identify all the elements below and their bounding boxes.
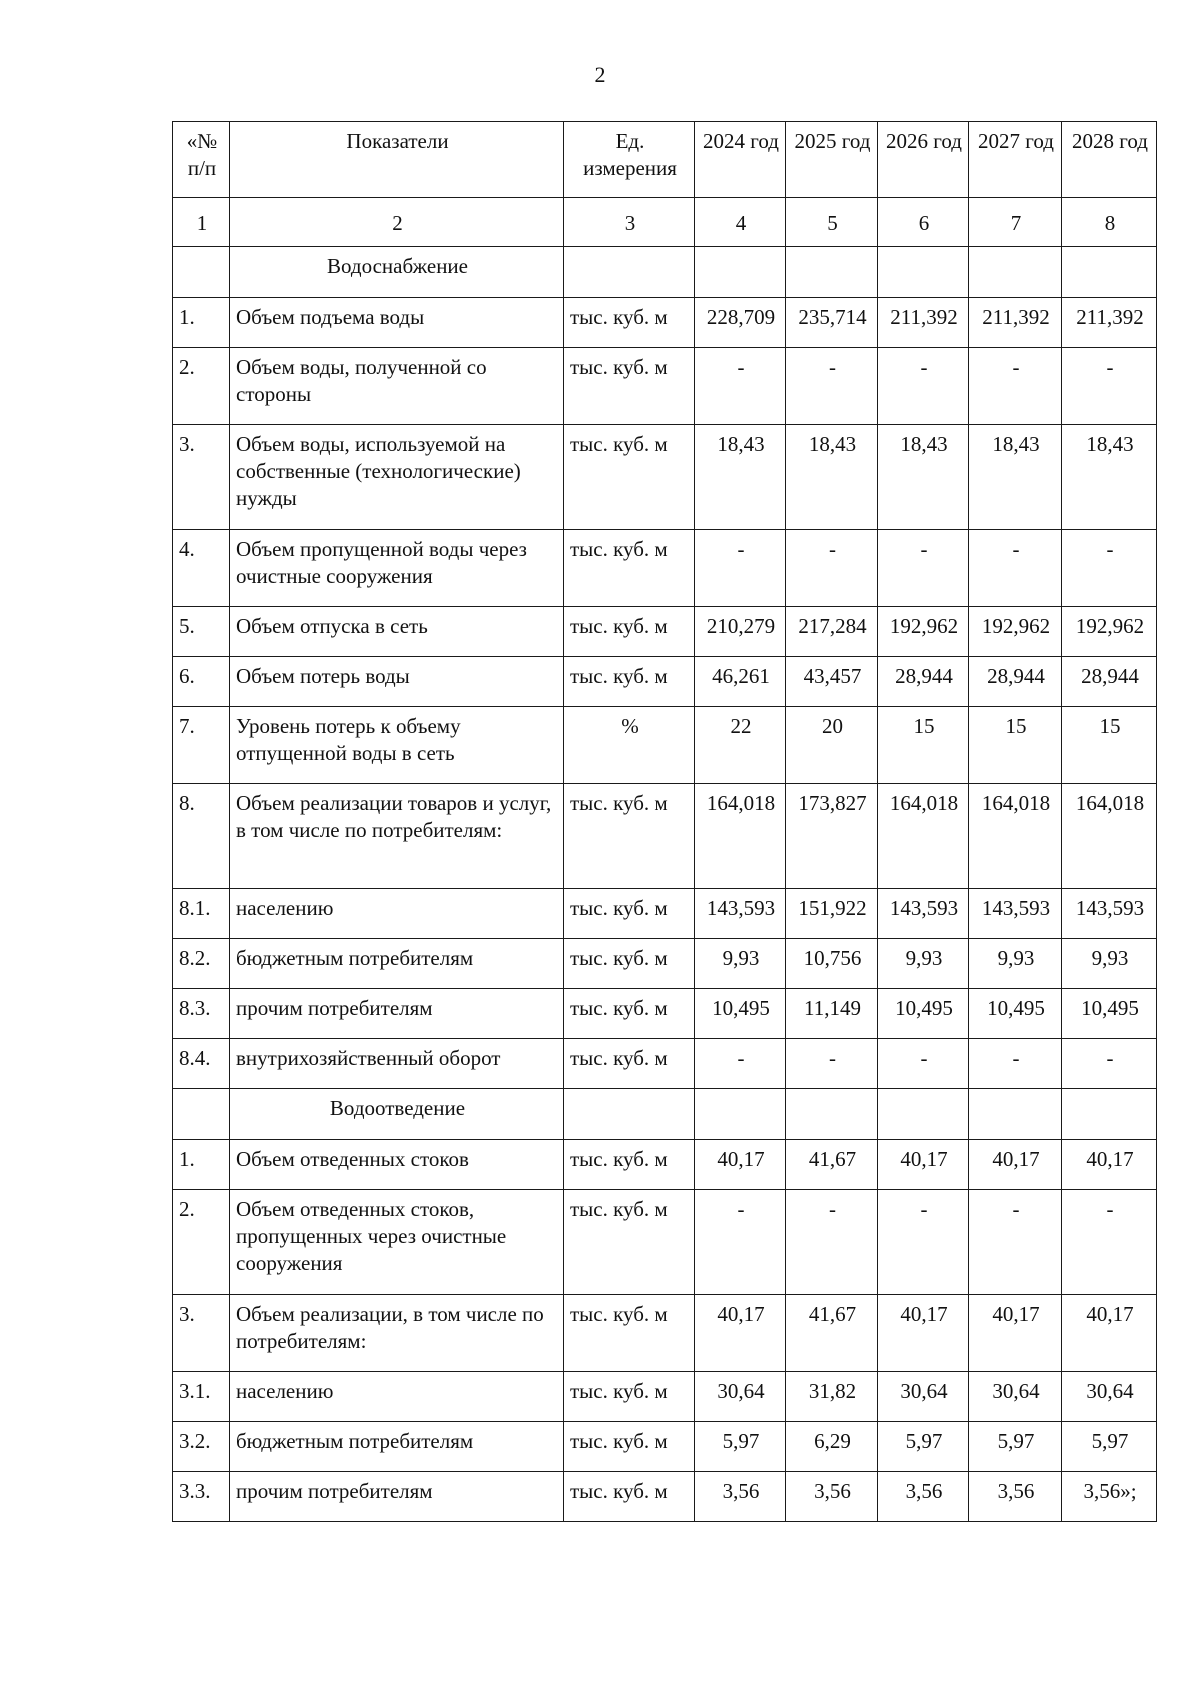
header-num: «№ п/п [173, 122, 230, 198]
row-number: 8.4. [173, 1039, 230, 1089]
section-empty-cell [1062, 1089, 1157, 1140]
row-number: 2. [173, 348, 230, 425]
value-cell: 3,56 [969, 1472, 1062, 1522]
value-cell: 3,56 [878, 1472, 969, 1522]
value-cell: 5,97 [695, 1422, 786, 1472]
value-cell: 9,93 [969, 939, 1062, 989]
value-cell: 31,82 [786, 1372, 878, 1422]
value-cell: - [695, 530, 786, 607]
value-cell: 30,64 [695, 1372, 786, 1422]
unit-cell: тыс. куб. м [564, 1295, 695, 1372]
value-cell: 40,17 [695, 1140, 786, 1190]
value-cell: 3,56»; [1062, 1472, 1157, 1522]
column-index-row [173, 198, 1157, 247]
section-empty-cell [878, 247, 969, 298]
value-cell: 40,17 [695, 1295, 786, 1372]
value-cell: 143,593 [969, 889, 1062, 939]
unit-cell: тыс. куб. м [564, 348, 695, 425]
value-cell: 6,29 [786, 1422, 878, 1472]
value-cell: 18,43 [695, 425, 786, 530]
value-cell: 5,97 [969, 1422, 1062, 1472]
unit-cell: тыс. куб. м [564, 657, 695, 707]
section-empty-cell [564, 247, 695, 298]
row-number: 3.2. [173, 1422, 230, 1472]
value-cell: 30,64 [969, 1372, 1062, 1422]
value-cell: - [878, 530, 969, 607]
indicator-name: Уровень потерь к объему отпущенной воды в сеть [230, 707, 564, 784]
value-cell: 46,261 [695, 657, 786, 707]
table-row [173, 939, 1157, 989]
header-year: 2028 год [1062, 122, 1157, 198]
value-cell: - [878, 1039, 969, 1089]
unit-cell: тыс. куб. м [564, 989, 695, 1039]
header-year: 2026 год [878, 122, 969, 198]
table-row [173, 1039, 1157, 1089]
row-number: 4. [173, 530, 230, 607]
indicator-name: населению [230, 889, 564, 939]
value-cell: 210,279 [695, 607, 786, 657]
section-row [173, 1089, 1157, 1140]
value-cell: 15 [1062, 707, 1157, 784]
value-cell: 30,64 [1062, 1372, 1157, 1422]
table-row [173, 889, 1157, 939]
value-cell: 40,17 [1062, 1140, 1157, 1190]
header-indicator: Показатели [230, 122, 564, 198]
unit-cell: тыс. куб. м [564, 1039, 695, 1089]
column-index: 7 [969, 198, 1062, 247]
unit-cell: тыс. куб. м [564, 298, 695, 348]
value-cell: 15 [969, 707, 1062, 784]
value-cell: 10,756 [786, 939, 878, 989]
value-cell: 5,97 [878, 1422, 969, 1472]
row-number: 1. [173, 298, 230, 348]
section-empty-cell [786, 1089, 878, 1140]
table-row [173, 1472, 1157, 1522]
row-number: 8.1. [173, 889, 230, 939]
indicator-name: Объем пропущенной воды через очистные сооружения [230, 530, 564, 607]
value-cell: 20 [786, 707, 878, 784]
value-cell: 40,17 [878, 1295, 969, 1372]
indicator-name: Объем подъема воды [230, 298, 564, 348]
value-cell: 143,593 [1062, 889, 1157, 939]
row-number: 3. [173, 1295, 230, 1372]
section-empty-cell [173, 247, 230, 298]
unit-cell: тыс. куб. м [564, 425, 695, 530]
value-cell: 30,64 [878, 1372, 969, 1422]
section-empty-cell [786, 247, 878, 298]
value-cell: - [878, 348, 969, 425]
indicators-table [172, 121, 1157, 1522]
table-row [173, 1140, 1157, 1190]
value-cell: 40,17 [878, 1140, 969, 1190]
unit-cell: тыс. куб. м [564, 530, 695, 607]
unit-cell: тыс. куб. м [564, 889, 695, 939]
value-cell: 41,67 [786, 1140, 878, 1190]
unit-cell: тыс. куб. м [564, 784, 695, 889]
indicator-name: бюджетным потребителям [230, 1422, 564, 1472]
value-cell: 28,944 [1062, 657, 1157, 707]
value-cell: 9,93 [878, 939, 969, 989]
value-cell: 43,457 [786, 657, 878, 707]
table-row [173, 348, 1157, 425]
row-number: 3.1. [173, 1372, 230, 1422]
value-cell: 173,827 [786, 784, 878, 889]
value-cell: 211,392 [878, 298, 969, 348]
indicator-name: Объем потерь воды [230, 657, 564, 707]
value-cell: - [969, 530, 1062, 607]
indicator-name: прочим потребителям [230, 989, 564, 1039]
section-empty-cell [695, 1089, 786, 1140]
value-cell: 151,922 [786, 889, 878, 939]
value-cell: 235,714 [786, 298, 878, 348]
row-number: 8.2. [173, 939, 230, 989]
value-cell: - [695, 1039, 786, 1089]
value-cell: - [695, 348, 786, 425]
column-index: 5 [786, 198, 878, 247]
header-row [173, 122, 1157, 198]
column-index: 1 [173, 198, 230, 247]
section-empty-cell [969, 247, 1062, 298]
value-cell: 3,56 [695, 1472, 786, 1522]
value-cell: 9,93 [695, 939, 786, 989]
table-row [173, 425, 1157, 530]
value-cell: 28,944 [878, 657, 969, 707]
table-row [173, 1372, 1157, 1422]
section-empty-cell [969, 1089, 1062, 1140]
unit-cell: тыс. куб. м [564, 1140, 695, 1190]
row-number: 2. [173, 1190, 230, 1295]
unit-cell: тыс. куб. м [564, 1372, 695, 1422]
value-cell: 228,709 [695, 298, 786, 348]
value-cell: 217,284 [786, 607, 878, 657]
indicator-name: Объем отпуска в сеть [230, 607, 564, 657]
value-cell: 5,97 [1062, 1422, 1157, 1472]
indicator-name: бюджетным потребителям [230, 939, 564, 989]
value-cell: - [969, 1039, 1062, 1089]
value-cell: 164,018 [878, 784, 969, 889]
page-number: 2 [594, 62, 606, 87]
indicator-name: Объем отведенных стоков [230, 1140, 564, 1190]
table-row [173, 530, 1157, 607]
value-cell: 9,93 [1062, 939, 1157, 989]
indicator-name: населению [230, 1372, 564, 1422]
section-empty-cell [695, 247, 786, 298]
table-body [173, 122, 1157, 1522]
section-empty-cell [173, 1089, 230, 1140]
table-row [173, 1422, 1157, 1472]
value-cell: - [1062, 1190, 1157, 1295]
header-year: 2025 год [786, 122, 878, 198]
section-empty-cell [878, 1089, 969, 1140]
indicator-name: Объем воды, полученной со стороны [230, 348, 564, 425]
value-cell: - [786, 530, 878, 607]
value-cell: 40,17 [1062, 1295, 1157, 1372]
value-cell: 164,018 [695, 784, 786, 889]
value-cell: 164,018 [969, 784, 1062, 889]
value-cell: 18,43 [878, 425, 969, 530]
value-cell: 10,495 [1062, 989, 1157, 1039]
value-cell: 211,392 [969, 298, 1062, 348]
value-cell: 41,67 [786, 1295, 878, 1372]
table-row [173, 607, 1157, 657]
column-index: 3 [564, 198, 695, 247]
value-cell: 40,17 [969, 1140, 1062, 1190]
value-cell: 143,593 [878, 889, 969, 939]
indicator-name: Объем отведенных стоков, пропущенных через очистные сооружения [230, 1190, 564, 1295]
value-cell: 3,56 [786, 1472, 878, 1522]
value-cell: 143,593 [695, 889, 786, 939]
header-unit: Ед. измерения [564, 122, 695, 198]
table-row [173, 1295, 1157, 1372]
section-title: Водоотведение [230, 1089, 564, 1140]
unit-cell: тыс. куб. м [564, 607, 695, 657]
value-cell: - [786, 348, 878, 425]
value-cell: - [695, 1190, 786, 1295]
indicator-name: Объем реализации, в том числе по потребителям: [230, 1295, 564, 1372]
table-row [173, 707, 1157, 784]
value-cell: 164,018 [1062, 784, 1157, 889]
unit-cell: тыс. куб. м [564, 1472, 695, 1522]
value-cell: 18,43 [1062, 425, 1157, 530]
row-number: 6. [173, 657, 230, 707]
section-row [173, 247, 1157, 298]
row-number: 8. [173, 784, 230, 889]
row-number: 7. [173, 707, 230, 784]
value-cell: 22 [695, 707, 786, 784]
value-cell: 18,43 [969, 425, 1062, 530]
value-cell: 10,495 [969, 989, 1062, 1039]
value-cell: - [878, 1190, 969, 1295]
row-number: 1. [173, 1140, 230, 1190]
row-number: 8.3. [173, 989, 230, 1039]
value-cell: - [969, 1190, 1062, 1295]
value-cell: - [1062, 1039, 1157, 1089]
value-cell: 10,495 [878, 989, 969, 1039]
value-cell: 211,392 [1062, 298, 1157, 348]
value-cell: - [786, 1190, 878, 1295]
section-title: Водоснабжение [230, 247, 564, 298]
value-cell: - [786, 1039, 878, 1089]
table-row [173, 989, 1157, 1039]
value-cell: - [1062, 348, 1157, 425]
table-row [173, 1190, 1157, 1295]
table-row [173, 657, 1157, 707]
value-cell: 10,495 [695, 989, 786, 1039]
section-empty-cell [1062, 247, 1157, 298]
unit-cell: тыс. куб. м [564, 1190, 695, 1295]
column-index: 6 [878, 198, 969, 247]
table-row [173, 298, 1157, 348]
table-row [173, 784, 1157, 889]
indicator-name: Объем реализации товаров и услуг, в том числе по потребителям: [230, 784, 564, 889]
column-index: 8 [1062, 198, 1157, 247]
row-number: 3.3. [173, 1472, 230, 1522]
value-cell: 192,962 [1062, 607, 1157, 657]
header-year: 2027 год [969, 122, 1062, 198]
unit-cell: тыс. куб. м [564, 1422, 695, 1472]
value-cell: - [969, 348, 1062, 425]
value-cell: 18,43 [786, 425, 878, 530]
section-empty-cell [564, 1089, 695, 1140]
value-cell: 15 [878, 707, 969, 784]
unit-cell: % [564, 707, 695, 784]
indicator-name: внутрихозяйственный оборот [230, 1039, 564, 1089]
indicator-name: Объем воды, используемой на собственные (технологические) нужды [230, 425, 564, 530]
header-year: 2024 год [695, 122, 786, 198]
row-number: 5. [173, 607, 230, 657]
column-index: 4 [695, 198, 786, 247]
value-cell: 192,962 [969, 607, 1062, 657]
row-number: 3. [173, 425, 230, 530]
unit-cell: тыс. куб. м [564, 939, 695, 989]
indicator-name: прочим потребителям [230, 1472, 564, 1522]
column-index: 2 [230, 198, 564, 247]
value-cell: 192,962 [878, 607, 969, 657]
value-cell: 40,17 [969, 1295, 1062, 1372]
value-cell: - [1062, 530, 1157, 607]
value-cell: 11,149 [786, 989, 878, 1039]
value-cell: 28,944 [969, 657, 1062, 707]
